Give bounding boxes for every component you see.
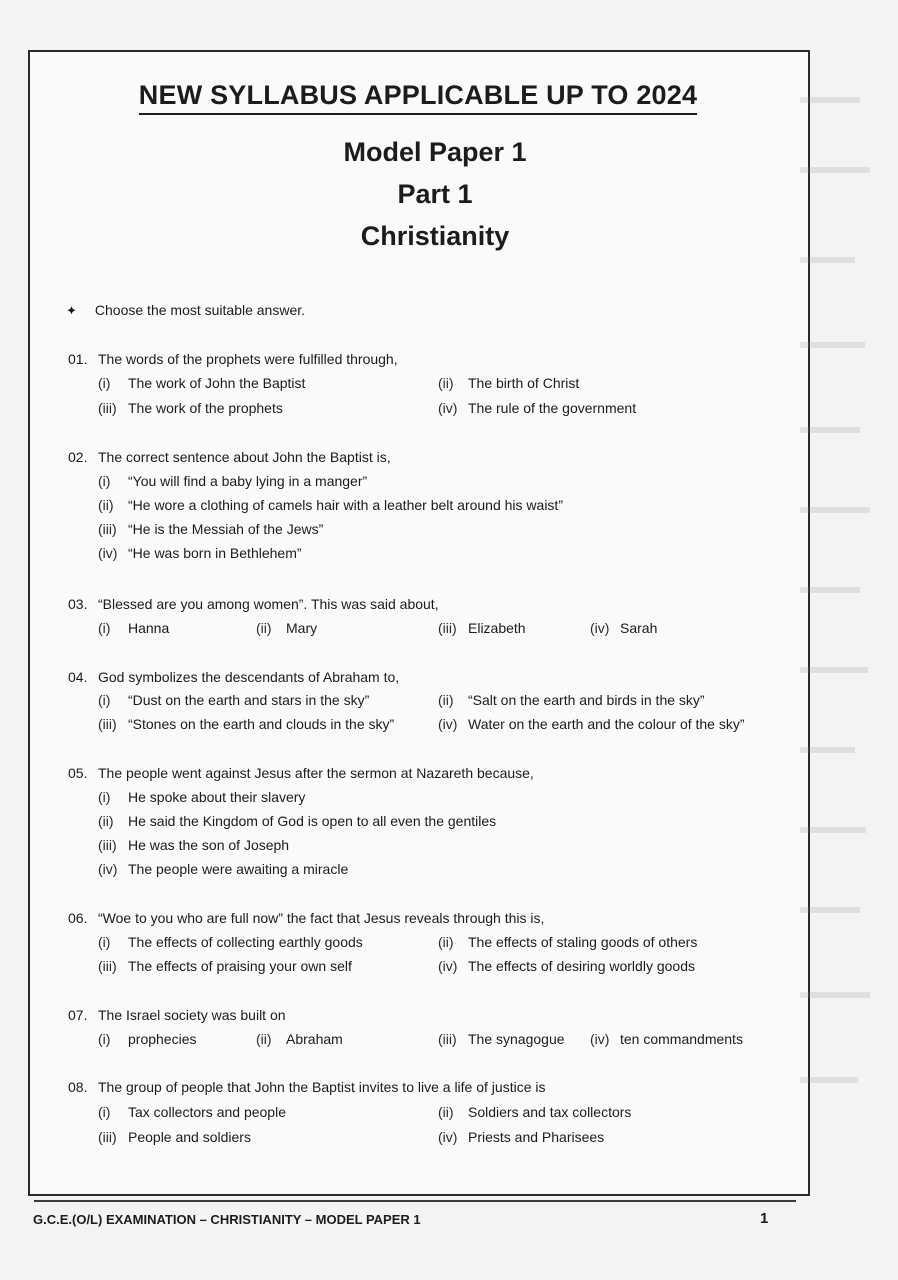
question-3: 03. “Blessed are you among women”. This was said about, [68, 596, 439, 612]
q4-option-iii[interactable]: (iii) “Stones on the earth and clouds in the sky” [98, 716, 395, 732]
q5-option-ii[interactable]: (ii) He said the Kingdom of God is open to all even the gentiles [98, 813, 497, 829]
q6-option-ii[interactable]: (ii) The effects of staling goods of others [438, 934, 698, 950]
question-5: 05. The people went against Jesus after the sermon at Nazareth because, [68, 765, 534, 781]
q8-option-iv[interactable]: (iv) Priests and Pharisees [438, 1129, 605, 1145]
q7-option-ii[interactable]: (ii) Abraham [256, 1031, 343, 1047]
q6-option-iv[interactable]: (iv) The effects of desiring worldly goods [438, 958, 695, 974]
q1-option-ii[interactable]: (ii) The birth of Christ [438, 375, 580, 391]
q2-option-i[interactable]: (i) “You will find a baby lying in a manger” [98, 473, 368, 489]
instruction: ✦ Choose the most suitable answer. [66, 302, 306, 318]
q4-option-ii[interactable]: (ii) “Salt on the earth and birds in the sky” [438, 692, 705, 708]
q8-option-ii[interactable]: (ii) Soldiers and tax collectors [438, 1104, 632, 1120]
q6-option-i[interactable]: (i) The effects of collecting earthly goods [98, 934, 363, 950]
q2-option-iv[interactable]: (iv) “He was born in Bethlehem” [98, 545, 302, 561]
q3-option-i[interactable]: (i) Hanna [98, 620, 170, 636]
q3-option-ii[interactable]: (ii) Mary [256, 620, 318, 636]
q8-option-iii[interactable]: (iii) People and soldiers [98, 1129, 251, 1145]
q4-option-iv[interactable]: (iv) Water on the earth and the colour of the sky” [438, 716, 745, 732]
question-7: 07. The Israel society was built on [68, 1007, 286, 1023]
footer-divider [34, 1200, 796, 1202]
q2-option-iii[interactable]: (iii) “He is the Messiah of the Jews” [98, 521, 324, 537]
subject-title: Christianity [360, 221, 510, 251]
q8-option-i[interactable]: (i) Tax collectors and people [98, 1104, 286, 1120]
q1-option-iii[interactable]: (iii) The work of the prophets [98, 400, 283, 416]
part-title: Part 1 [397, 179, 473, 209]
question-6: 06. “Woe to you who are full now” the fact that Jesus reveals through this is, [68, 910, 545, 926]
q6-option-iii[interactable]: (iii) The effects of praising your own self [98, 958, 352, 974]
q5-option-i[interactable]: (i) He spoke about their slavery [98, 789, 306, 805]
diamond-bullet-icon: ✦ [66, 303, 77, 318]
page-number: 1 [760, 1210, 769, 1227]
q3-option-iii[interactable]: (iii) Elizabeth [438, 620, 526, 636]
q5-option-iii[interactable]: (iii) He was the son of Joseph [98, 837, 290, 853]
q2-option-ii[interactable]: (ii) “He wore a clothing of camels hair with a leather belt around his waist” [98, 497, 563, 513]
question-1: 01. The words of the prophets were fulfilled through, [68, 351, 398, 367]
q7-option-iv[interactable]: (iv) ten commandments [590, 1031, 743, 1047]
show-through-lines [800, 90, 890, 1190]
syllabus-heading: NEW SYLLABUS APPLICABLE UP TO 2024 [0, 80, 836, 115]
q7-option-i[interactable]: (i) prophecies [98, 1031, 197, 1047]
q1-option-iv[interactable]: (iv) The rule of the government [438, 400, 637, 416]
question-2: 02. The correct sentence about John the Baptist is, [68, 449, 391, 465]
q5-option-iv[interactable]: (iv) The people were awaiting a miracle [98, 861, 349, 877]
q7-option-iii[interactable]: (iii) The synagogue [438, 1031, 565, 1047]
paper-title: Model Paper 1 [343, 137, 527, 167]
q3-option-iv[interactable]: (iv) Sarah [590, 620, 658, 636]
question-8: 08. The group of people that John the Baptist invites to live a life of justice is [68, 1079, 546, 1095]
footer-title: G.C.E.(O/L) EXAMINATION – CHRISTIANITY – MODEL PAPER 1 [33, 1212, 421, 1227]
question-4: 04. God symbolizes the descendants of Abraham to, [68, 669, 400, 685]
q4-option-i[interactable]: (i) “Dust on the earth and stars in the sky” [98, 692, 370, 708]
q1-option-i[interactable]: (i) The work of John the Baptist [98, 375, 306, 391]
